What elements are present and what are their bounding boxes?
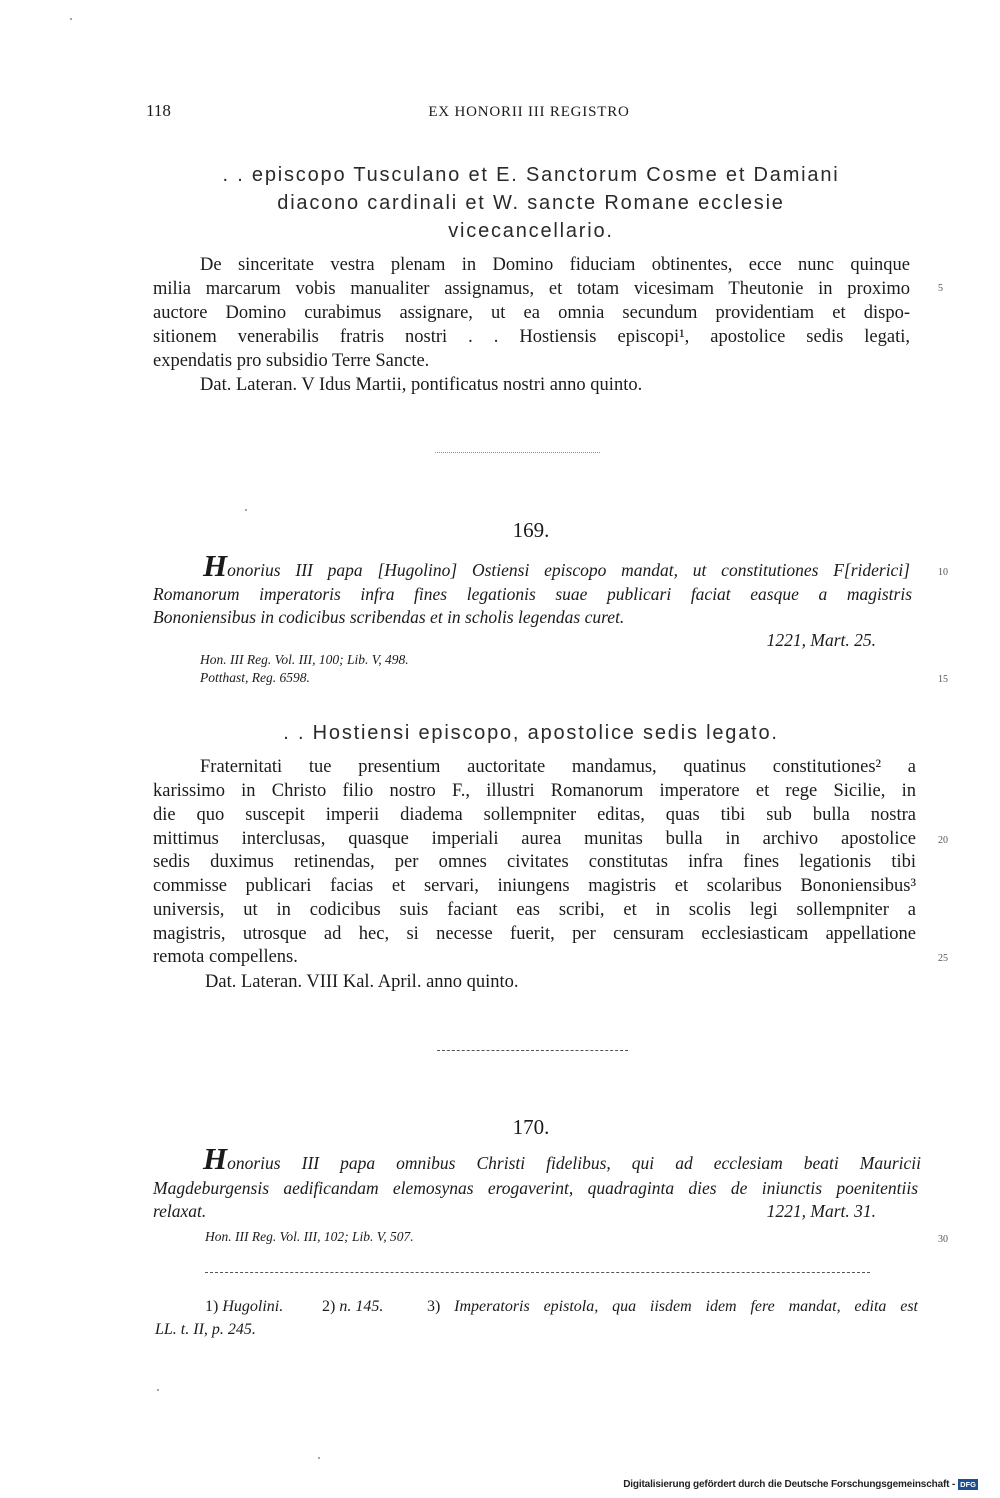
source-reference: Hon. III Reg. Vol. III, 102; Lib. V, 507.	[205, 1229, 414, 1244]
margin-line-number: 15	[938, 674, 948, 685]
document-number: 170.	[512, 1115, 550, 1139]
letter-body-line: sitionem venerabilis fratris nostri . . Hostiensis episcopi¹, apostolice sedis legati,	[153, 327, 910, 347]
letter-address-line: vicecancellario.	[448, 220, 614, 242]
scan-speck	[70, 18, 72, 20]
letter-body-line: commisse publicari facias et servari, iniungens magistris et scolaribus Bononiensibus³	[153, 876, 916, 896]
letter-datum: Dat. Lateran. V Idus Martii, pontificatus nostri anno quinto.	[200, 375, 643, 395]
section-divider	[437, 1050, 628, 1051]
letter-body-line: De sinceritate vestra plenam in Domino fiduciam obtinentes, ecce nunc quinque	[200, 255, 910, 275]
scan-speck	[245, 509, 247, 511]
footnote-label: 1)	[205, 1298, 219, 1315]
margin-line-number: 30	[938, 1234, 948, 1245]
footnote-label: 2)	[322, 1298, 336, 1315]
regest-line	[203, 548, 910, 583]
credit-text: Digitalisierung gefördert durch die Deutsche Forschungsgemeinschaft -	[623, 1479, 956, 1490]
regest-line: Magdeburgensis aedificandam elemosynas erogaverint, quadraginta dies de iniunctis poenitentiis	[153, 1178, 918, 1198]
scan-speck	[157, 1389, 159, 1391]
letter-body-line: mittimus interclusas, quasque imperiali aurea munitas bulla in archivo apostolice	[153, 829, 916, 849]
letter-body-line: expendatis pro subsidio Terre Sancte.	[153, 351, 430, 371]
letter-address-line: . . episcopo Tusculano et E. Sanctorum Cosme et Damiani	[222, 164, 840, 186]
source-reference: Potthast, Reg. 6598.	[200, 670, 310, 685]
margin-line-number: 20	[938, 835, 948, 846]
regest-text: onorius III papa omnibus Christi fidelibus, qui ad ecclesiam beati Mauricii	[227, 1153, 921, 1173]
section-divider	[435, 452, 600, 453]
letter-body-line: die quo suscepit imperii diadema sollempniter editas, quas tibi sub bulla nostra	[153, 805, 916, 825]
letter-address-line: diacono cardinali et W. sancte Romane ecclesie	[277, 192, 785, 214]
margin-line-number: 10	[938, 567, 948, 578]
letter-body-line: Fraternitati tue presentium auctoritate mandamus, quatinus constitutiones² a	[200, 757, 916, 777]
footnote	[205, 1296, 283, 1318]
margin-line-number: 5	[938, 283, 943, 294]
regest-date: 1221, Mart. 25.	[766, 630, 876, 650]
regest-initial: H	[203, 548, 228, 583]
footnote-text: n. 145.	[339, 1298, 384, 1315]
letter-body-line: remota compellens.	[153, 947, 298, 967]
regest-initial: H	[203, 1141, 228, 1176]
footnote-continuation: LL. t. II, p. 245.	[155, 1321, 256, 1338]
regest-line: Romanorum imperatoris infra fines legationis suae publicari faciat easque a magistris	[153, 584, 912, 604]
footnote-text: Hugolini.	[222, 1298, 284, 1315]
running-title: EX HONORII III REGISTRO	[428, 104, 630, 120]
digitization-credit	[623, 1479, 978, 1490]
regest-line	[203, 1141, 921, 1176]
footnote	[322, 1296, 383, 1318]
document-number: 169.	[512, 518, 550, 542]
regest-text: onorius III papa [Hugolino] Ostiensi episcopo mandat, ut constitutiones F[riderici]	[227, 560, 910, 580]
letter-address-line: . . Hostiensi episcopo, apostolice sedis legato.	[283, 722, 779, 744]
regest-line: Bononiensibus in codicibus scribendas et in scholis legendas curet.	[153, 607, 625, 627]
letter-body-line: sedis duximus retinendas, per omnes civitates constitutas infra fines legationis tibi	[153, 852, 916, 872]
footnote-divider	[205, 1272, 870, 1273]
footnote	[427, 1296, 918, 1318]
regest-line: relaxat.	[153, 1201, 207, 1221]
letter-body-line: auctore Domino curabimus assignare, ut ea omnia secundum providentiam et dispo-	[153, 303, 910, 323]
letter-body-line: karissimo in Christo filio nostro F., illustri Romanorum imperatore et rege Sicilie, in	[153, 781, 916, 801]
source-reference: Hon. III Reg. Vol. III, 100; Lib. V, 498.	[200, 652, 409, 667]
footnote-text: Imperatoris epistola, qua iisdem idem fere mandat, edita est	[454, 1298, 919, 1315]
letter-datum: Dat. Lateran. VIII Kal. April. anno quinto.	[205, 972, 519, 992]
page-number: 118	[146, 101, 171, 120]
regest-date: 1221, Mart. 31.	[766, 1201, 876, 1221]
letter-body-line: milia marcarum vobis manualiter assignamus, et totam vicesimam Theutonie in proximo	[153, 279, 910, 299]
scan-speck	[318, 1457, 320, 1459]
letter-body-line: universis, ut in codicibus suis faciant eas scribi, et in scolis legi sollempniter a	[153, 900, 916, 920]
letter-body-line: magistris, utrosque ad hec, si necesse fuerit, per censuram ecclesiasticam appellatione	[153, 924, 916, 944]
footnote-label: 3)	[427, 1298, 441, 1315]
dfg-logo: DFG	[960, 1480, 976, 1489]
margin-line-number: 25	[938, 953, 948, 964]
